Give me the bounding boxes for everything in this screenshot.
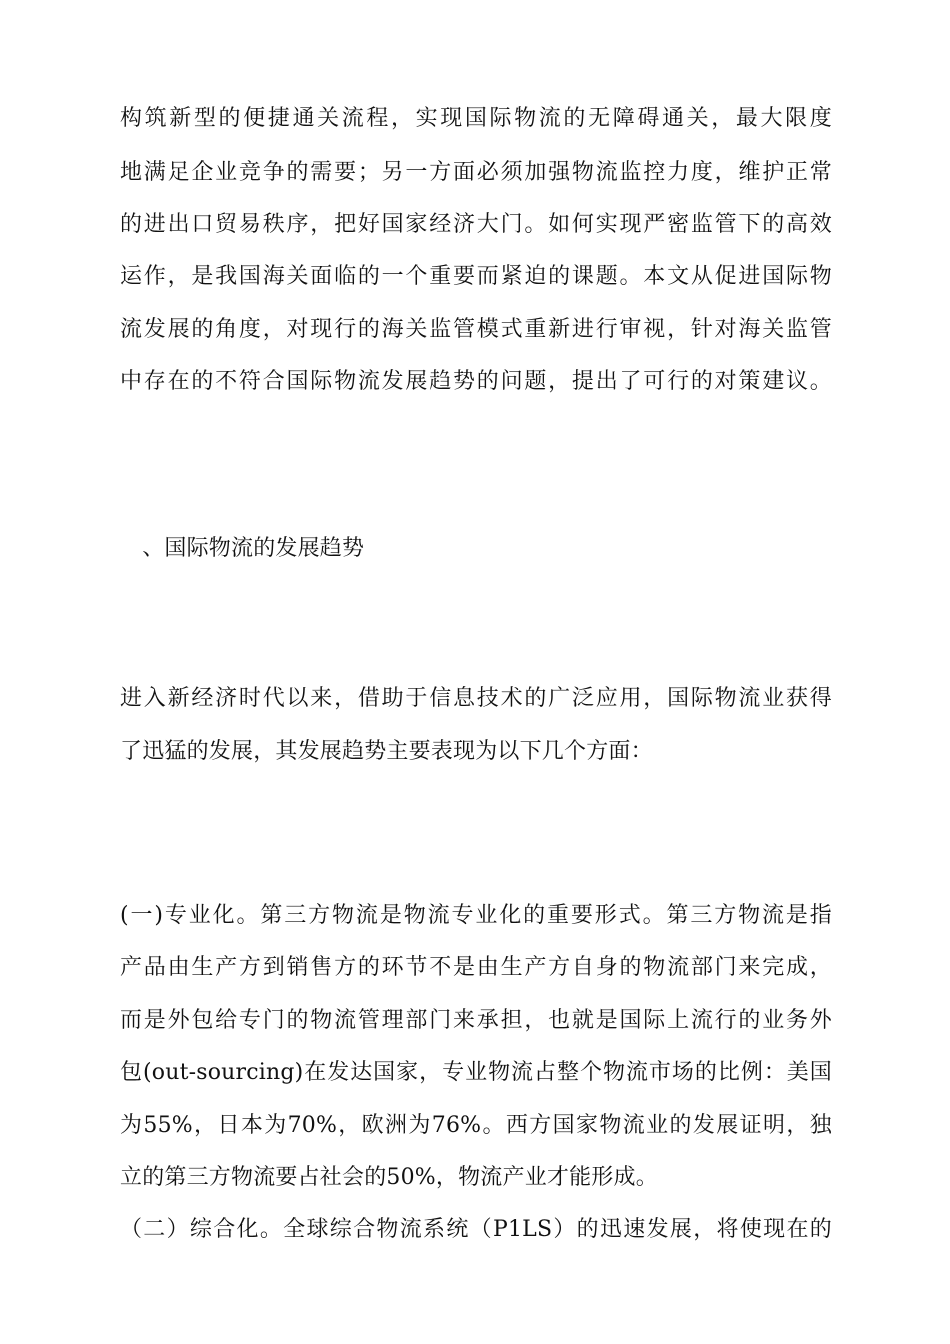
paragraph-3-line-5: 为55%，日本为70%，欧洲为76%。西方国家物流业的发展证明，独 — [120, 1113, 832, 1138]
paragraph-3-line-6: 立的第三方物流要占社会的50%，物流产业才能形成。 — [120, 1165, 658, 1190]
paragraph-3-line-2: 产品由生产方到销售方的环节不是由生产方自身的物流部门来完成， — [120, 955, 832, 980]
paragraph-3-line-1: (一)专业化。第三方物流是物流专业化的重要形式。第三方物流是指 — [120, 903, 832, 928]
paragraph-1-line-6: 中存在的不符合国际物流发展趋势的问题，提出了可行的对策建议。 — [120, 369, 832, 394]
paragraph-3-line-4: 包(out-sourcing)在发达国家，专业物流占整个物流市场的比例：美国 — [120, 1060, 832, 1085]
paragraph-2-line-1: 进入新经济时代以来，借助于信息技术的广泛应用，国际物流业获得 — [120, 686, 832, 711]
paragraph-4-line-1: （二）综合化。全球综合物流系统（P1LS）的迅速发展，将使现在的 — [120, 1217, 832, 1242]
paragraph-1-line-2: 地满足企业竞争的需要；另一方面必须加强物流监控力度，维护正常 — [120, 160, 832, 185]
paragraph-3-line-3: 而是外包给专门的物流管理部门来承担，也就是国际上流行的业务外 — [120, 1008, 832, 1033]
section-heading: 、国际物流的发展趋势 — [120, 536, 365, 561]
paragraph-1-line-4: 运作，是我国海关面临的一个重要而紧迫的课题。本文从促进国际物 — [120, 264, 832, 289]
paragraph-2-line-2: 了迅猛的发展，其发展趋势主要表现为以下几个方面： — [120, 739, 653, 764]
paragraph-1-line-3: 的进出口贸易秩序，把好国家经济大门。如何实现严密监管下的高效 — [120, 212, 832, 237]
paragraph-1-line-5: 流发展的角度，对现行的海关监管模式重新进行审视，针对海关监管 — [120, 317, 832, 342]
paragraph-1-line-1: 构筑新型的便捷通关流程，实现国际物流的无障碍通关，最大限度 — [120, 106, 832, 131]
